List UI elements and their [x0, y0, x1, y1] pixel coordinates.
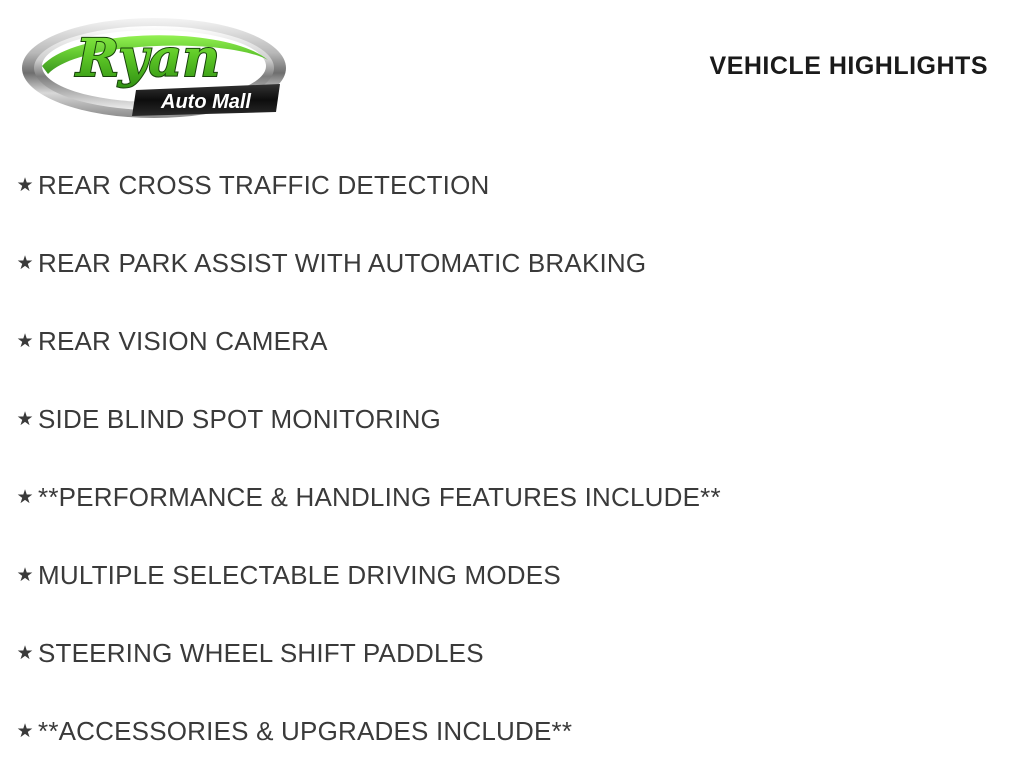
logo-secondary-text: Auto Mall	[161, 91, 251, 113]
vehicle-highlights-list	[0, 146, 1024, 770]
star-icon: ★	[16, 642, 34, 664]
list-item	[0, 380, 1024, 458]
star-icon: ★	[16, 174, 34, 196]
star-icon: ★	[16, 486, 34, 508]
list-item-label: REAR VISION CAMERA	[38, 325, 328, 356]
star-icon: ★	[16, 564, 34, 586]
list-item	[0, 224, 1024, 302]
logo-primary-text: Ryan	[75, 28, 221, 89]
list-item-label: **PERFORMANCE & HANDLING FEATURES INCLUDE**	[38, 481, 721, 512]
star-icon: ★	[16, 408, 34, 430]
star-icon: ★	[16, 720, 34, 742]
list-item-label: REAR CROSS TRAFFIC DETECTION	[38, 169, 490, 200]
page-header	[0, 0, 1024, 130]
list-item-label: MULTIPLE SELECTABLE DRIVING MODES	[38, 559, 561, 590]
list-item-label: **ACCESSORIES & UPGRADES INCLUDE**	[38, 715, 573, 746]
star-icon: ★	[16, 252, 34, 274]
list-item	[0, 692, 1024, 770]
list-item	[0, 614, 1024, 692]
star-icon: ★	[16, 330, 34, 352]
list-item-label: REAR PARK ASSIST WITH AUTOMATIC BRAKING	[38, 247, 647, 278]
list-item	[0, 458, 1024, 536]
list-item	[0, 536, 1024, 614]
list-item	[0, 146, 1024, 224]
list-item-label: SIDE BLIND SPOT MONITORING	[38, 403, 441, 434]
list-item-label: STEERING WHEEL SHIFT PADDLES	[38, 637, 484, 668]
list-item	[0, 302, 1024, 380]
ryan-auto-mall-logo	[18, 8, 290, 126]
page-title: VEHICLE HIGHLIGHTS	[709, 52, 988, 80]
